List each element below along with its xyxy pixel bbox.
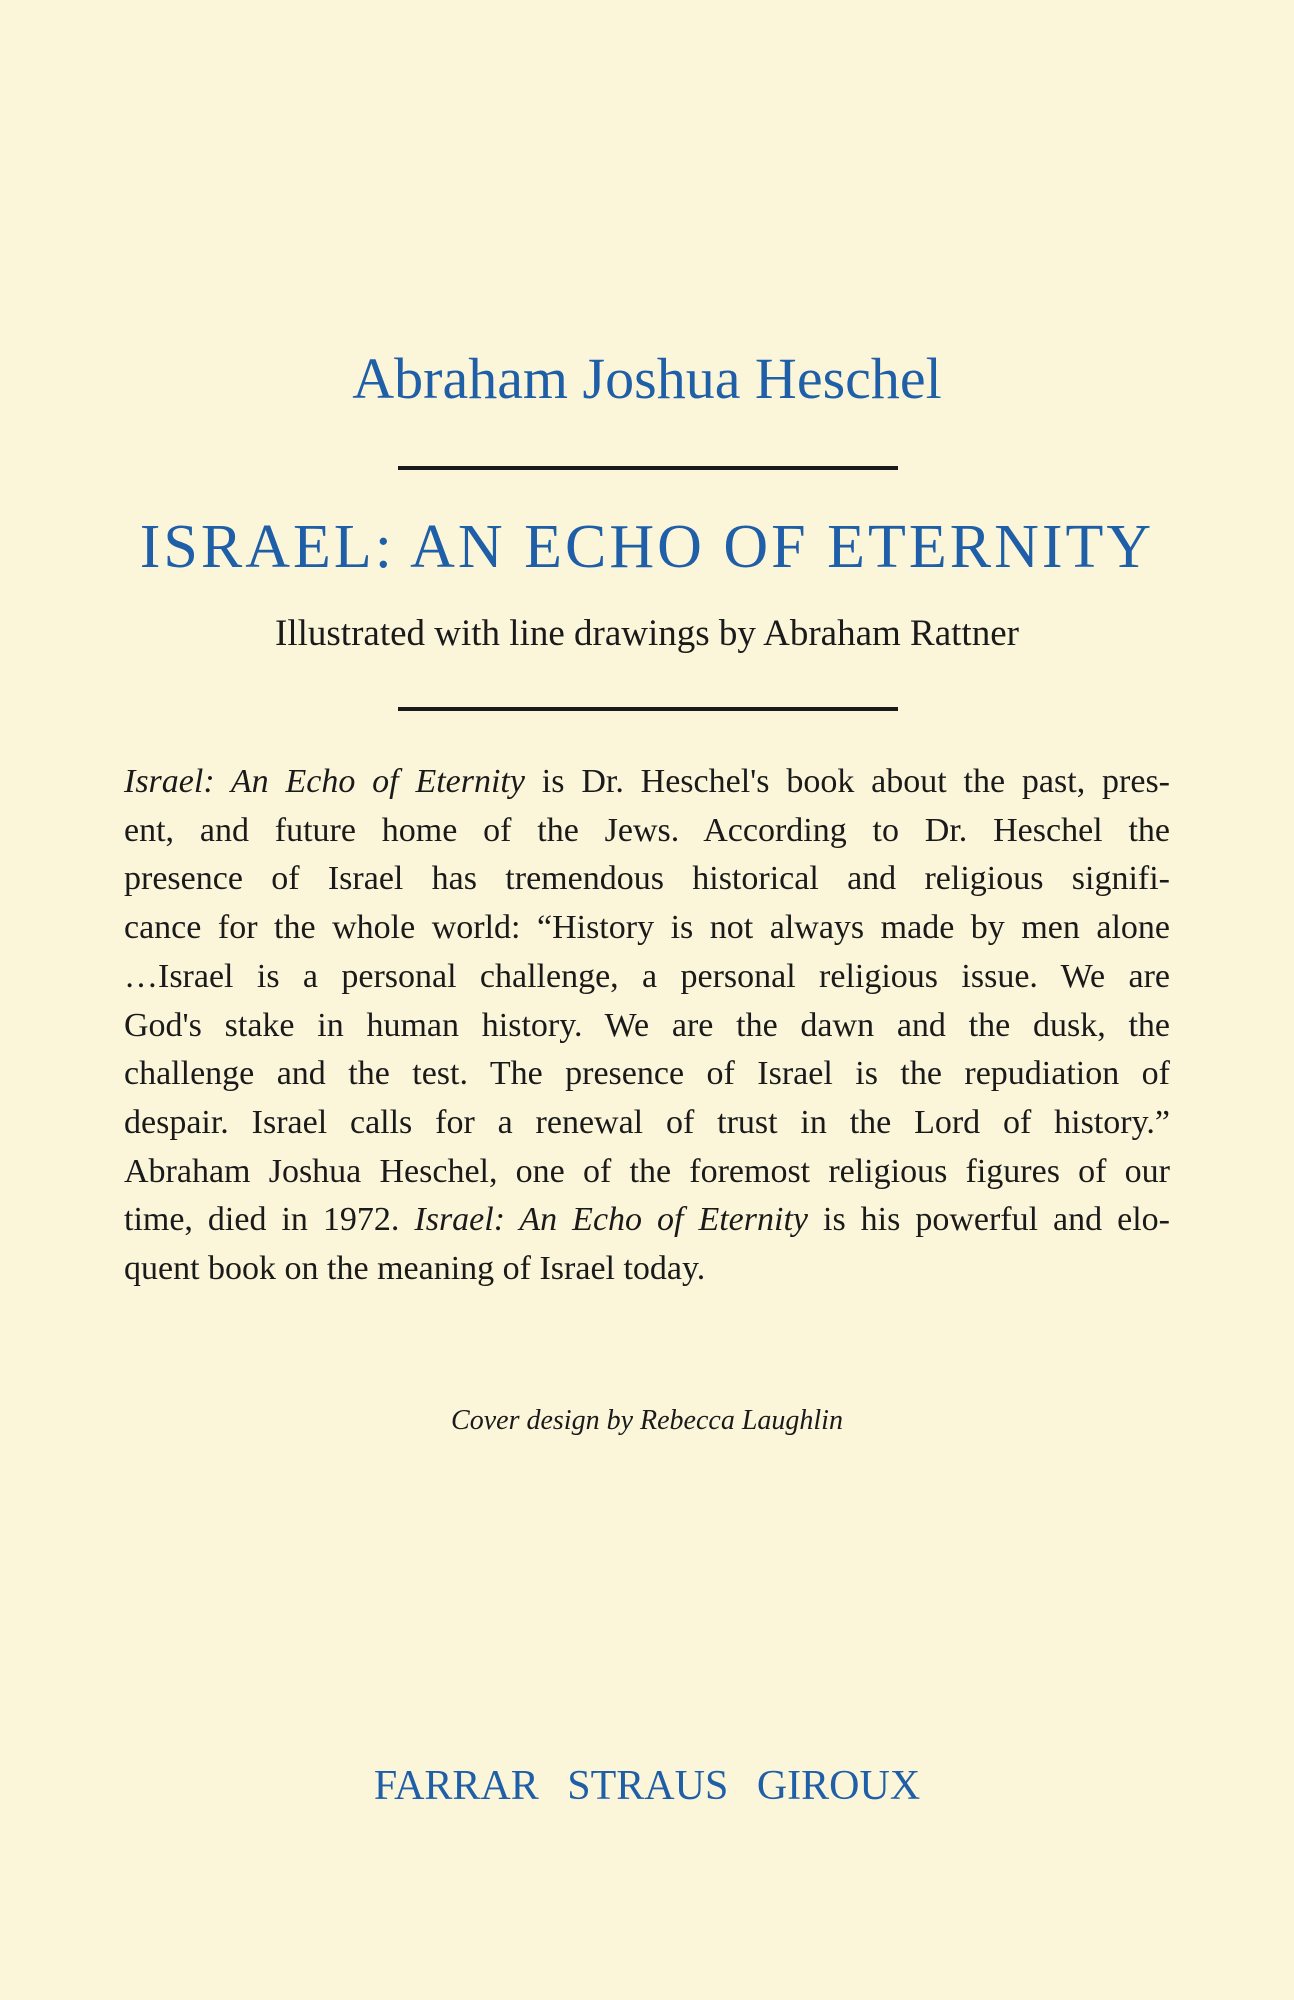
publisher-name: FARRAR STRAUS GIROUX — [373, 1763, 921, 1809]
blurb-line-italic: Israel: An Echo of Eternity — [124, 763, 525, 800]
book-title: ISRAEL: AN ECHO OF ETERNITY — [139, 513, 1155, 581]
divider-bottom — [398, 707, 898, 711]
blurb-line-text: is Dr. Heschel's book about the past, pres- — [524, 763, 1170, 800]
blurb-line-text: time, died in 1972. — [124, 1201, 415, 1239]
blurb-line-text-after: is his powerful and elo- — [808, 1201, 1171, 1239]
blurb-line: challenge and the test. The presence of Israel is the repudiation of — [124, 1055, 1170, 1093]
blurb-line-italic: Israel: An Echo of Eternity — [414, 1201, 808, 1239]
book-subtitle: Illustrated with line drawings by Abraham Rattner — [275, 613, 1019, 654]
blurb-line: cance for the whole world: “History is not always made by men alone — [124, 909, 1170, 947]
author-name: Abraham Joshua Heschel — [352, 346, 942, 411]
blurb-line: despair. Israel calls for a renewal of trust in the Lord of history.” — [124, 1103, 1170, 1141]
blurb-line — [124, 758, 1170, 807]
blurb-line: God's stake in human history. We are the dawn and the dusk, the — [124, 1006, 1170, 1044]
blurb-line: quent book on the meaning of Israel today. — [124, 1250, 706, 1288]
blurb-line — [124, 1196, 1170, 1245]
blurb-line: presence of Israel has tremendous historical and religious signifi- — [124, 860, 1170, 898]
blurb-line: …Israel is a personal challenge, a personal religious issue. We are — [124, 957, 1170, 995]
cover-design-credit: Cover design by Rebecca Laughlin — [451, 1405, 843, 1436]
blurb-line: Abraham Joshua Heschel, one of the foremost religious figures of our — [124, 1152, 1170, 1190]
divider-top — [398, 466, 898, 470]
blurb-text — [124, 758, 1170, 1294]
blurb-line: ent, and future home of the Jews. According to Dr. Heschel the — [124, 811, 1170, 849]
